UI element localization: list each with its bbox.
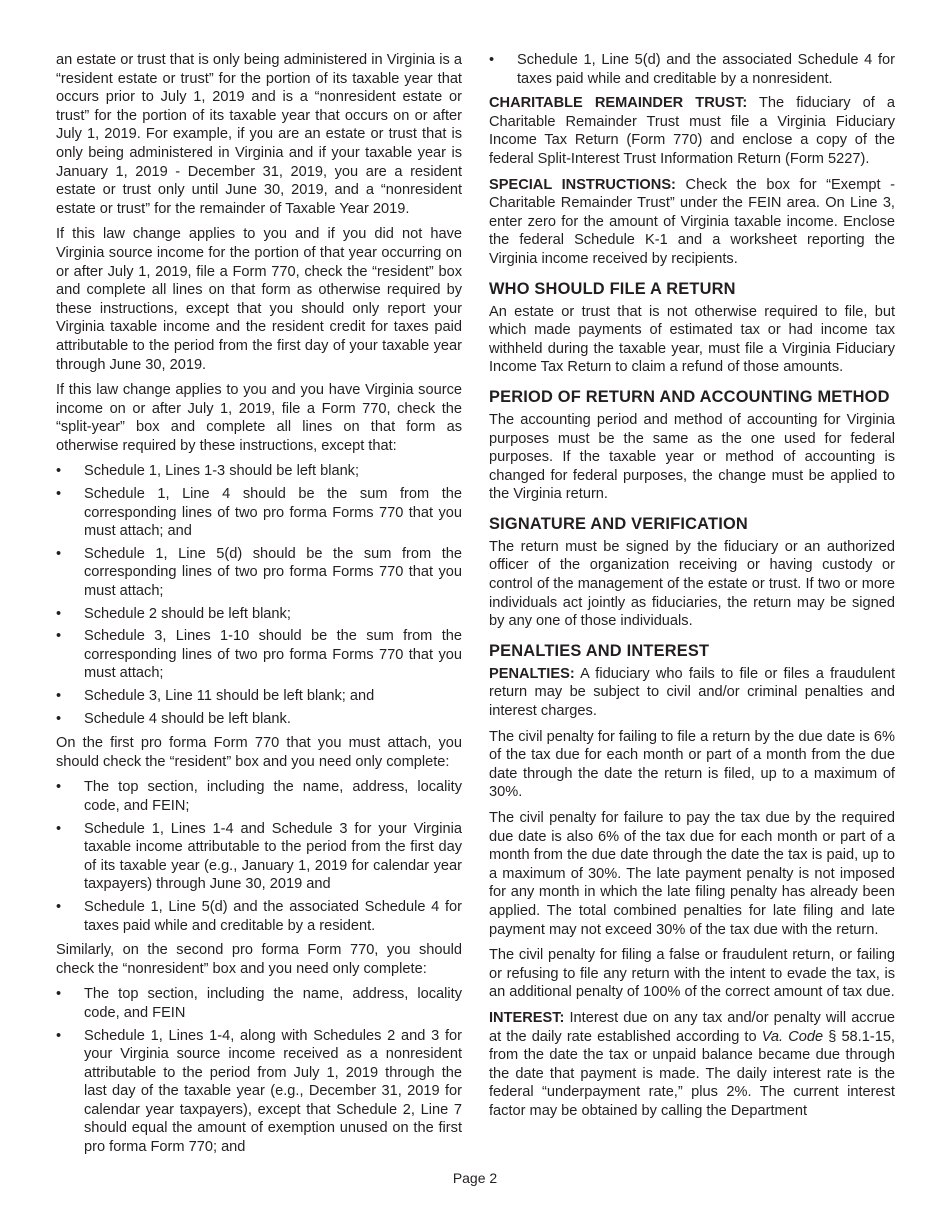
- list-item: • The top section, including the name, address, locality code, and FEIN;: [56, 779, 462, 814]
- bullet-icon: •: [56, 820, 62, 837]
- interest-label: INTEREST:: [489, 1009, 565, 1026]
- right-column: [489, 51, 895, 1128]
- paragraph-estate-trust: an estate or trust that is only being administered in Virginia is a “resident estate or trust” for the portion of its taxable year that occurs prior to July 1, 2019 and is a “nonresident estate or trust” for the portion of its taxable year that occurs on or after July 1, 2019. For example, if you are an estate or trust that is only being administered in Virginia and if your taxable year is January 1, 2019 - December 31, 2019, you are a resident estate or trust only until June 30, 2019, and a “nonresident estate or trust” for the remainder of Taxable Year 2019.: [56, 52, 462, 217]
- heading-penalties-interest: PENALTIES AND INTEREST: [489, 641, 710, 660]
- paragraph-signature: The return must be signed by the fiduciary or an authorized officer of the organization receiving or having custody or control of the management of the estate or trust. If two or more individuals act jointly as fiduciaries, the return may be signed by any one of those individuals.: [489, 538, 895, 630]
- paragraph-first-pro-forma: On the first pro forma Form 770 that you must attach, you should check the “resident” box and you need only complete:: [56, 735, 462, 770]
- paragraph-civil-penalty-fraud: The civil penalty for filing a false or fraudulent return, or failing or refusing to file any return with the intent to evade the tax, is an additional penalty of 100% of the correct amount of tax due.: [489, 947, 895, 1001]
- charitable-remainder-trust-label: CHARITABLE REMAINDER TRUST:: [489, 95, 748, 112]
- bullet-icon: •: [56, 898, 62, 915]
- bullet-icon: •: [489, 52, 495, 68]
- list-item: • Schedule 3, Line 11 should be left blank; and: [56, 688, 375, 704]
- bullet-icon: •: [56, 545, 62, 562]
- bullet-icon: •: [56, 605, 62, 622]
- paragraph-penalties: PENALTIES: A fiduciary who fails to file or files a fraudulent return may be subject to civil and/or criminal penalties and interest charges.: [489, 665, 895, 720]
- first-pro-forma-list: [56, 778, 462, 935]
- special-instructions-label: SPECIAL INSTRUCTIONS:: [489, 176, 676, 193]
- second-pro-forma-list: [56, 985, 462, 1156]
- bullet-icon: •: [56, 710, 62, 727]
- bullet-icon: •: [56, 779, 62, 796]
- bullet-icon: •: [56, 688, 62, 704]
- heading-period-of-return: PERIOD OF RETURN AND ACCOUNTING METHOD: [489, 387, 890, 406]
- list-item: • Schedule 1, Lines 1-4, along with Schedules 2 and 3 for your Virginia source income received as a nonresident attributable to the period from July 1, 2019 through the last day of the taxable year (e.g., December 31, 2019 for calendar year taxpayers), except that Schedule 2, Line 7 should equal the amount of exemption unused on the first pro forma Form 770; and: [56, 1027, 462, 1156]
- split-year-list: [56, 462, 462, 728]
- paragraph-civil-penalty-payment: The civil penalty for failure to pay the tax due by the required due date is also 6% of the tax due for each month or part of a month from the due date through the date the tax is paid, up to a maximum of 30%. The late payment penalty is not imposed for any month in which the late filing penalty has already been applied. The total combined penalties for late filing and late payment may not exceed 30% of the tax due with the return.: [489, 810, 895, 938]
- paragraph-second-pro-forma: Similarly, on the second pro forma Form 770, you should check the “nonresident” box and you need only complete:: [56, 942, 462, 977]
- list-item: • Schedule 4 should be left blank.: [56, 710, 291, 727]
- left-column: [56, 51, 462, 1163]
- va-code-citation: Va. Code: [761, 1028, 824, 1045]
- page-number: Page 2: [452, 1170, 498, 1186]
- paragraph-period-of-return: The accounting period and method of accounting for Virginia purposes must be the same as the one used for federal purposes. If the taxable year or method of accounting is changed for federal purposes, the change must be applied to the Virginia return.: [489, 411, 895, 503]
- list-item: • Schedule 1, Line 5(d) should be the sum from the corresponding lines of two pro forma Forms 770 that you must attach;: [56, 545, 462, 600]
- paragraph-split-year: If this law change applies to you and you have Virginia source income on or after July 1, 2019, file a Form 770, check the “split-year” box and complete all lines on that form as otherwise required by these instructions, except that:: [56, 382, 462, 454]
- list-item: • Schedule 1, Line 4 should be the sum from the corresponding lines of two pro forma Forms 770 that you must attach; and: [56, 486, 462, 540]
- penalties-label: PENALTIES:: [489, 665, 575, 682]
- list-item: • Schedule 1, Line 5(d) and the associated Schedule 4 for taxes paid while and creditable by a resident.: [56, 898, 462, 934]
- paragraph-who-should-file: An estate or trust that is not otherwise required to file, but which made payments of estimated tax or had income tax withheld during the taxable year, must file a Virginia Fiduciary Income Tax Return to claim a refund of those amounts.: [489, 303, 895, 376]
- bullet-icon: •: [56, 463, 62, 480]
- bullet-icon: •: [56, 628, 62, 645]
- paragraph-charitable-remainder-trust: CHARITABLE REMAINDER TRUST: The fiduciary of a Charitable Remainder Trust must file a Virginia Fiduciary Income Tax Return (Form 770) and enclose a copy of the federal Split-Interest Trust Information Return (Form 5227).: [489, 95, 896, 167]
- bullet-icon: •: [56, 986, 62, 1003]
- list-item: • Schedule 1, Lines 1-3 should be left blank;: [56, 463, 360, 480]
- list-item: • Schedule 1, Line 5(d) and the associated Schedule 4 for taxes paid while and creditable by a nonresident.: [489, 52, 895, 87]
- bullet-icon: •: [56, 1027, 62, 1044]
- list-item: • Schedule 2 should be left blank;: [56, 605, 291, 622]
- heading-who-should-file: WHO SHOULD FILE A RETURN: [489, 279, 736, 298]
- bullet-icon: •: [56, 486, 62, 503]
- paragraph-special-instructions: SPECIAL INSTRUCTIONS: Check the box for “Exempt - Charitable Remainder Trust” under the FEIN area. On Line 3, enter zero for the amount of Virginia taxable income. Enclose the federal Schedule K-1 and a worksheet reporting the Virginia income received by recipients.: [489, 176, 895, 267]
- list-item: • Schedule 1, Lines 1-4 and Schedule 3 for your Virginia taxable income attributable to the period from the first day of its taxable year (e.g., January 1, 2019 for calendar year taxpayers) through June 30, 2019 and: [56, 820, 462, 893]
- paragraph-interest: INTEREST: Interest due on any tax and/or penalty will accrue at the daily rate established according to Va. Code § 58.1-15, from the date the tax or unpaid balance became due through the date that payment is made. The daily interest rate is the federal “underpayment rate,” plus 2%. The current interest factor may be obtained by calling the Department: [489, 1009, 895, 1119]
- heading-signature: SIGNATURE AND VERIFICATION: [489, 514, 748, 533]
- paragraph-civil-penalty-filing: The civil penalty for failing to file a return by the due date is 6% of the tax due for each month or part of a month from the due date through the date the return is filed, up to a maximum of 30%.: [489, 728, 895, 801]
- second-pro-forma-list-continued: [489, 51, 895, 88]
- list-item: • The top section, including the name, address, locality code, and FEIN: [56, 986, 462, 1021]
- list-item: • Schedule 3, Lines 1-10 should be the sum from the corresponding lines of two pro forma Forms 770 that you must attach;: [56, 628, 462, 682]
- paragraph-no-source-income: If this law change applies to you and if you did not have Virginia source income for the portion of that year occurring on or after July 1, 2019, file a Form 770, check the “resident” box and complete all lines on that form as otherwise required by these instructions, except that you should only report your Virginia taxable income and the resident credit for taxes paid attributable to the period from the first day of your taxable year through June 30, 2019.: [56, 226, 462, 373]
